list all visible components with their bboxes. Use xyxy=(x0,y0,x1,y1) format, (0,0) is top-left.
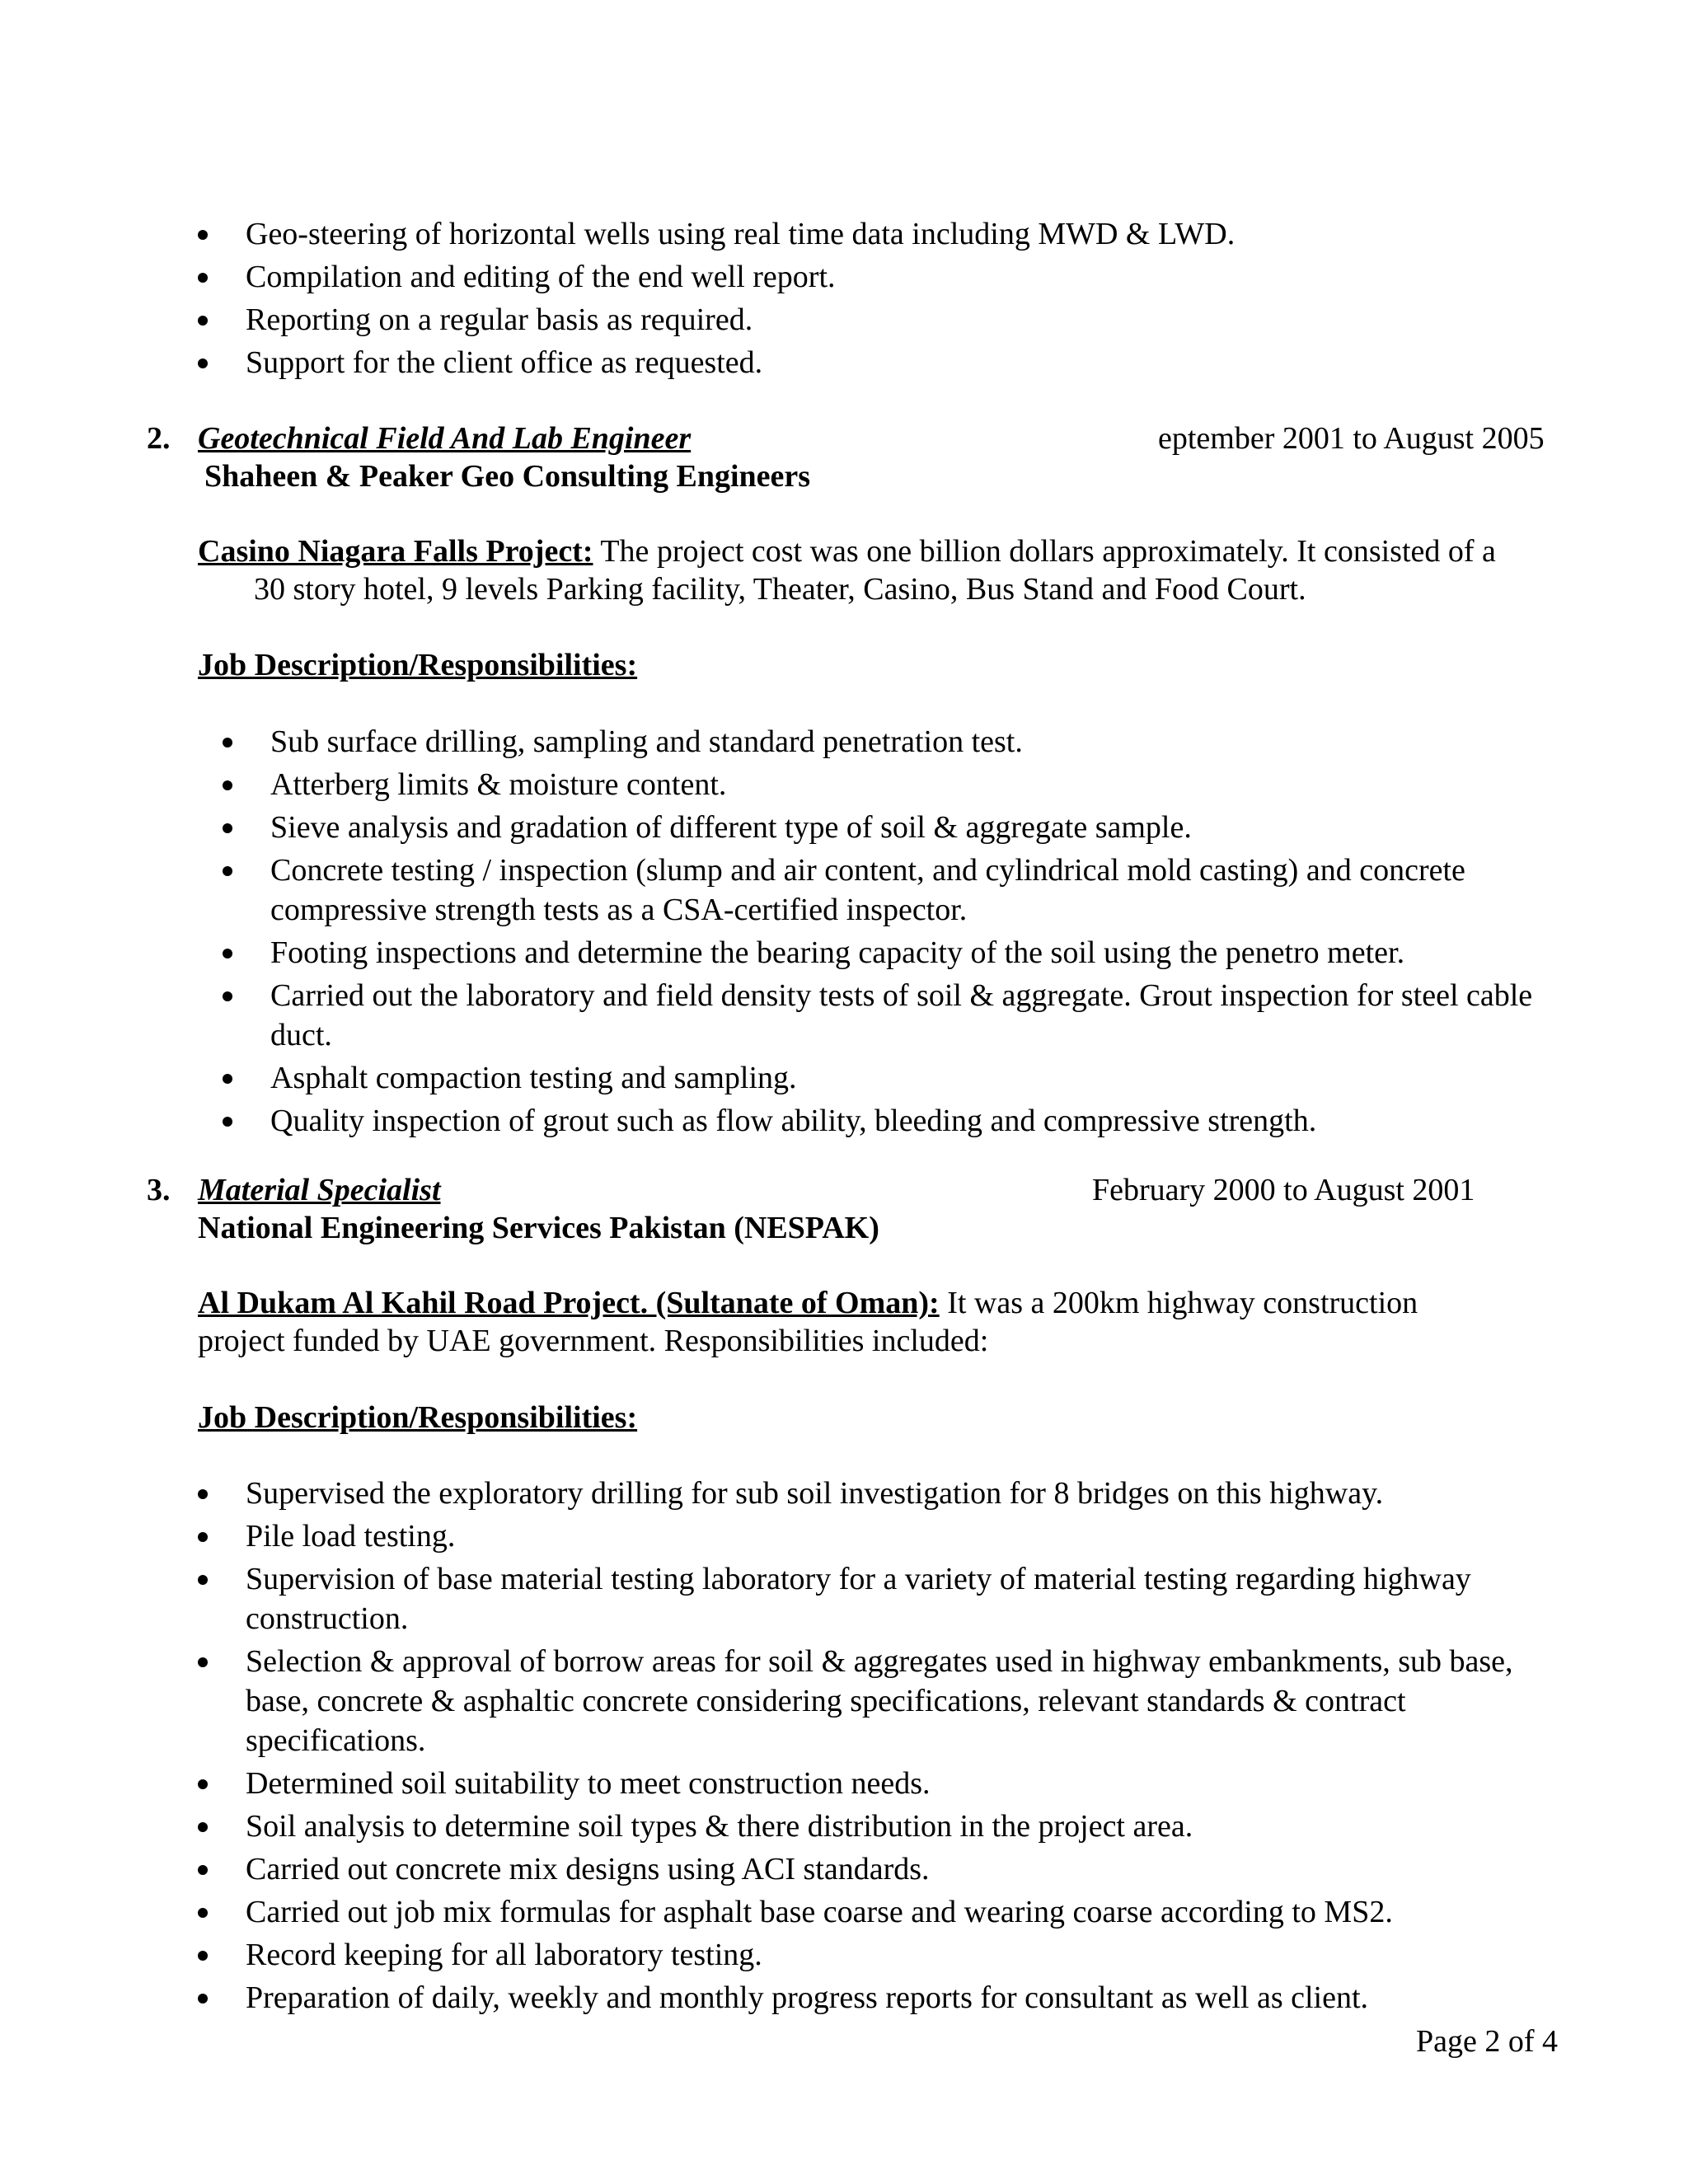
intro-bullet-list xyxy=(198,214,1615,386)
bullet-icon xyxy=(198,1489,208,1499)
list-item: Atterberg limits & moisture content. xyxy=(223,765,1550,804)
list-item: Determined soil suitability to meet construction needs. xyxy=(198,1764,1582,1803)
job3-resp-heading: Job Description/Responsibilities: xyxy=(198,1400,638,1435)
bullet-icon xyxy=(198,1908,208,1918)
bullet-icon xyxy=(198,1657,208,1667)
job2-title: Geotechnical Field And Lab Engineer xyxy=(198,421,692,456)
bullet-icon xyxy=(223,738,232,748)
job3-bullet-list xyxy=(198,1474,1582,2021)
list-item: Footing inspections and determine the bearing capacity of the soil using the penetro meter. xyxy=(223,933,1550,972)
bullet-icon xyxy=(223,949,232,958)
job3-number: 3. xyxy=(147,1173,171,1207)
job3-project-label: Al Dukam Al Kahil Road Project. (Sultanate of Oman): xyxy=(198,1286,940,1320)
job2-company: Shaheen & Peaker Geo Consulting Engineers xyxy=(204,459,811,494)
list-item: Carried out the laboratory and field density tests of soil & aggregate. Grout inspection for steel cable duct. xyxy=(223,976,1550,1055)
job2-bullet-list xyxy=(223,722,1550,1144)
page-number: Page 2 of 4 xyxy=(1416,2024,1559,2059)
bullet-icon xyxy=(198,1865,208,1875)
job2-project-text-line1: The project cost was one billion dollars approximately. It consisted of a xyxy=(593,534,1496,569)
list-item: Record keeping for all laboratory testing. xyxy=(198,1935,1582,1975)
list-item: Carried out job mix formulas for asphalt base coarse and wearing coarse according to MS2. xyxy=(198,1892,1582,1932)
job2-dates: eptember 2001 to August 2005 xyxy=(1158,421,1545,456)
list-item: Concrete testing / inspection (slump and air content, and cylindrical mold casting) and concrete compressive strength tests as a CSA-certified inspector. xyxy=(223,851,1550,930)
bullet-icon xyxy=(223,1074,232,1084)
job3-title: Material Specialist xyxy=(198,1173,441,1207)
bullet-icon xyxy=(198,1532,208,1542)
list-item: Supervised the exploratory drilling for sub soil investigation for 8 bridges on this highway. xyxy=(198,1474,1582,1513)
bullet-icon xyxy=(198,316,208,326)
bullet-icon xyxy=(223,823,232,833)
bullet-icon xyxy=(198,1779,208,1789)
job3-project-text-line1: It was a 200km highway construction xyxy=(939,1286,1418,1320)
bullet-icon xyxy=(223,866,232,876)
bullet-icon xyxy=(223,1117,232,1127)
bullet-icon xyxy=(223,780,232,790)
bullet-icon xyxy=(198,1822,208,1832)
bullet-icon xyxy=(198,1994,208,2004)
list-item: Carried out concrete mix designs using ACI standards. xyxy=(198,1849,1582,1889)
list-item: Selection & approval of borrow areas for soil & aggregates used in highway embankments, sub base, base, concrete & asphaltic concrete considering specifications, relevant standards & contract specifications. xyxy=(198,1642,1582,1760)
bullet-icon xyxy=(198,230,208,240)
job3-project-paragraph xyxy=(198,1284,1615,1360)
job3-dates: February 2000 to August 2001 xyxy=(1092,1173,1475,1207)
list-item: Pile load testing. xyxy=(198,1516,1582,1556)
bullet-icon xyxy=(198,1575,208,1585)
list-item: Soil analysis to determine soil types & there distribution in the project area. xyxy=(198,1807,1582,1846)
list-item: Compilation and editing of the end well report. xyxy=(198,257,1615,297)
job2-number: 2. xyxy=(147,421,171,456)
list-item: Quality inspection of grout such as flow ability, bleeding and compressive strength. xyxy=(223,1101,1550,1141)
bullet-icon xyxy=(223,991,232,1001)
list-item: Support for the client office as requested. xyxy=(198,343,1615,382)
list-item: Asphalt compaction testing and sampling. xyxy=(223,1058,1550,1098)
job2-resp-heading: Job Description/Responsibilities: xyxy=(198,648,638,682)
job3-project-text-line2: project funded by UAE government. Responsibilities included: xyxy=(198,1324,989,1358)
bullet-icon xyxy=(198,273,208,283)
list-item: Reporting on a regular basis as required. xyxy=(198,300,1615,340)
bullet-icon xyxy=(198,1951,208,1961)
list-item: Sieve analysis and gradation of different type of soil & aggregate sample. xyxy=(223,808,1550,847)
job2-project-text-line2: 30 story hotel, 9 levels Parking facility, Theater, Casino, Bus Stand and Food Court. xyxy=(254,572,1306,607)
list-item: Preparation of daily, weekly and monthly progress reports for consultant as well as client. xyxy=(198,1978,1582,2018)
list-item: Sub surface drilling, sampling and standard penetration test. xyxy=(223,722,1550,762)
list-item: Supervision of base material testing laboratory for a variety of material testing regarding highway construction. xyxy=(198,1559,1582,1638)
bullet-icon xyxy=(198,359,208,368)
job2-project-paragraph xyxy=(198,532,1615,608)
job2-project-label: Casino Niagara Falls Project: xyxy=(198,534,593,569)
list-item: Geo-steering of horizontal wells using real time data including MWD & LWD. xyxy=(198,214,1615,254)
job3-company: National Engineering Services Pakistan (NESPAK) xyxy=(198,1211,879,1245)
